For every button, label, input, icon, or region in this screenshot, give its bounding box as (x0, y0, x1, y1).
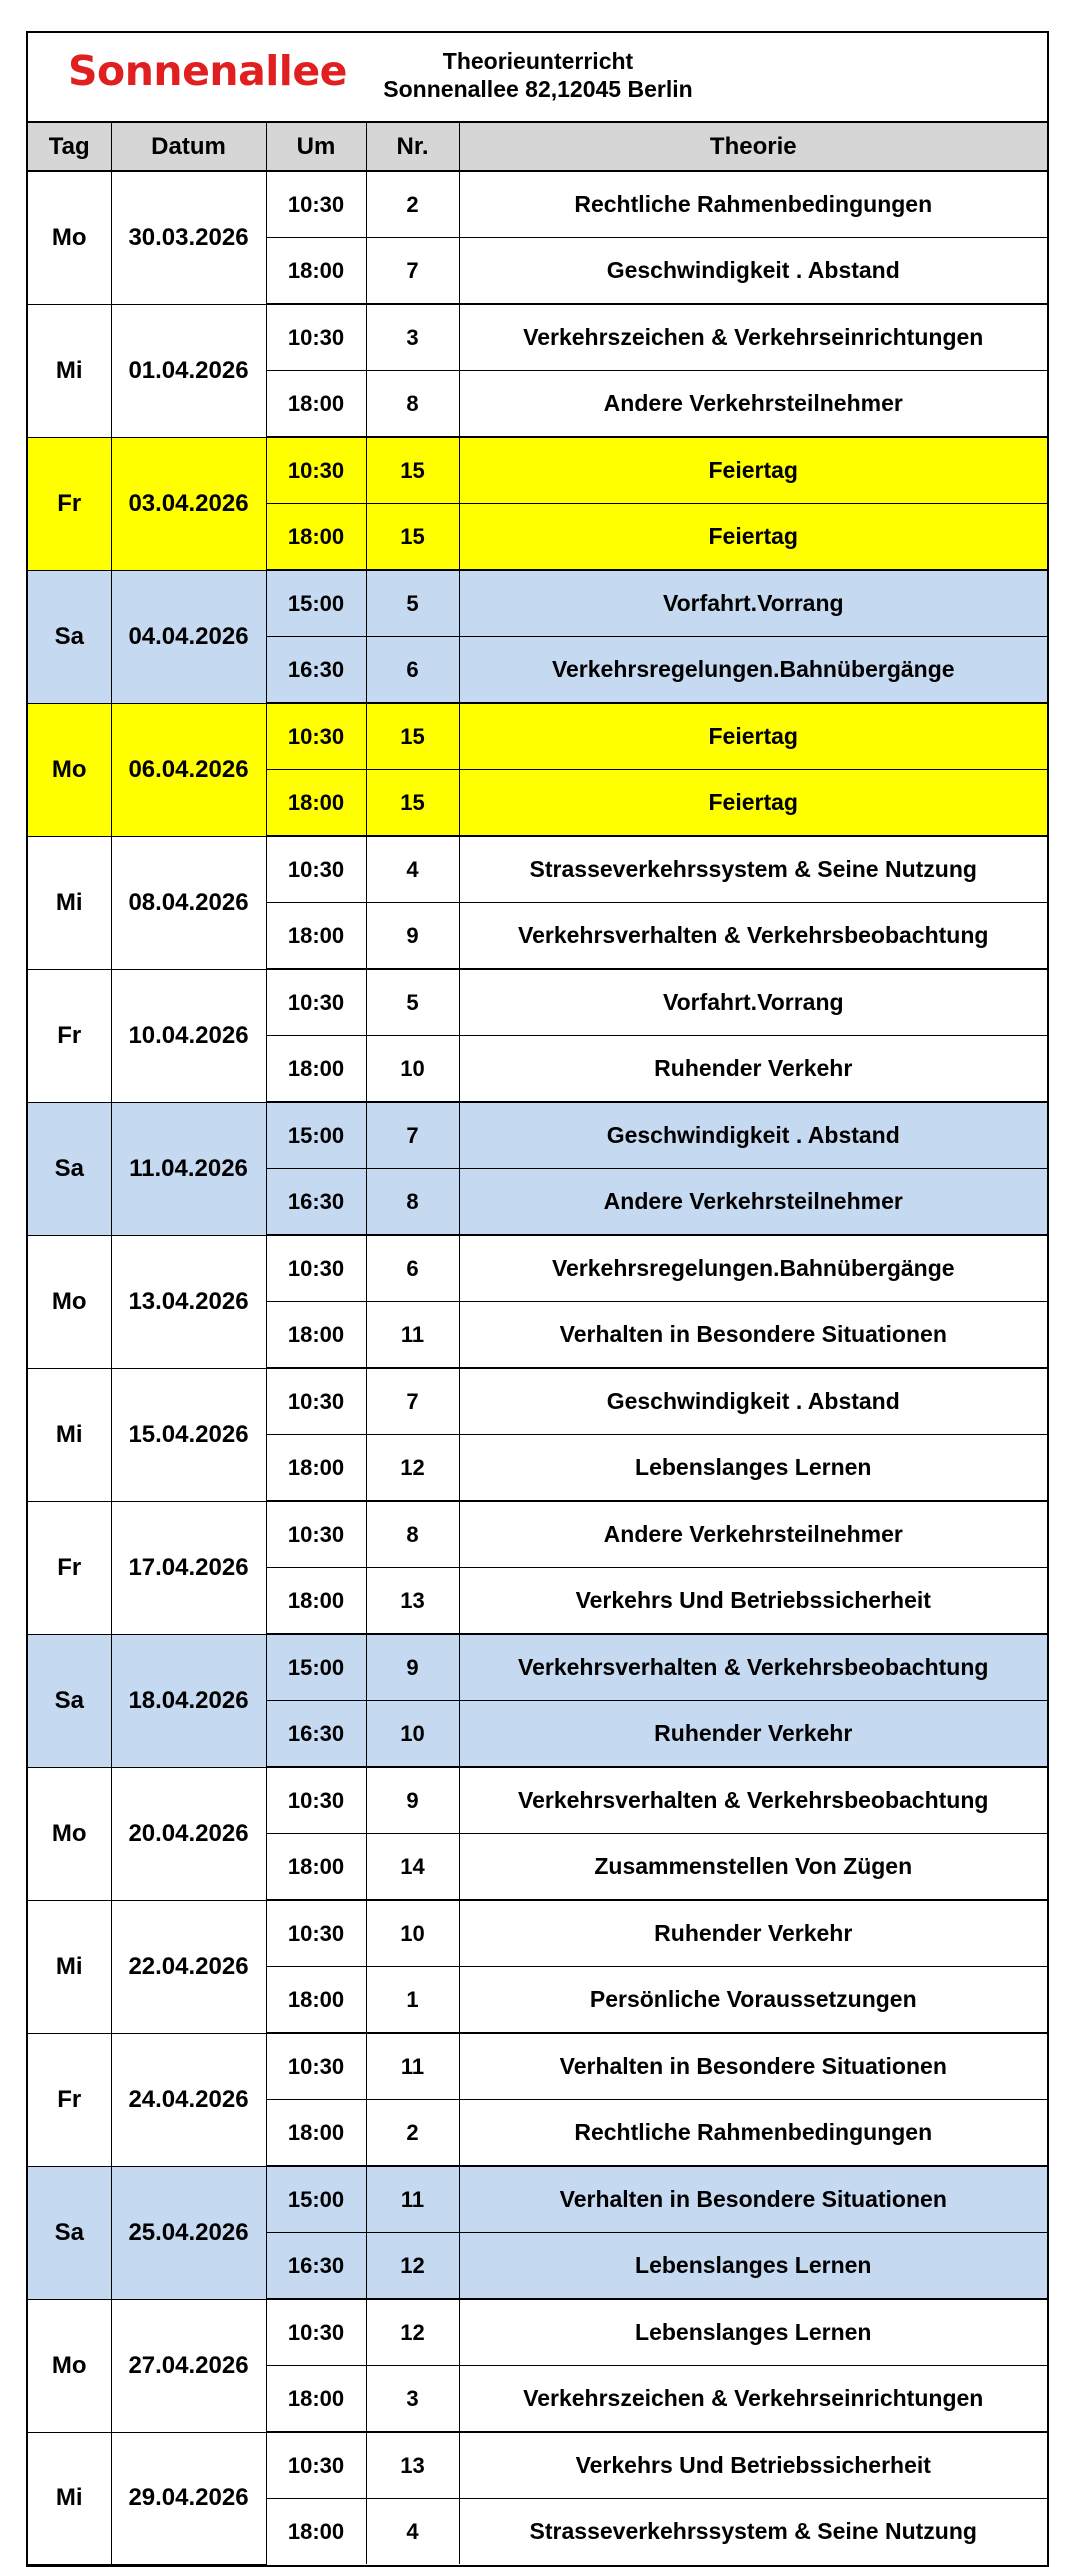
topic-cell: Zusammenstellen Von Zügen (459, 1834, 1047, 1901)
date-cell: 29.04.2026 (111, 2432, 266, 2564)
lesson-number-cell: 5 (366, 969, 459, 1036)
day-cell: Mo (28, 1767, 111, 1900)
lesson-number-cell: 12 (366, 2299, 459, 2366)
topic-cell: Verkehrsverhalten & Verkehrsbeobachtung (459, 1767, 1047, 1834)
table-row (28, 969, 1047, 1036)
date-cell: 08.04.2026 (111, 836, 266, 969)
time-cell: 16:30 (266, 1701, 366, 1768)
day-cell: Sa (28, 1634, 111, 1767)
day-cell: Mo (28, 2299, 111, 2432)
brand-logo: Sonnenallee (68, 47, 347, 95)
topic-cell: Ruhender Verkehr (459, 1701, 1047, 1768)
time-cell: 10:30 (266, 1767, 366, 1834)
lesson-number-cell: 9 (366, 1634, 459, 1701)
lesson-number-cell: 1 (366, 1967, 459, 2034)
day-cell: Mi (28, 1900, 111, 2033)
lesson-number-cell: 7 (366, 238, 459, 305)
lesson-number-cell: 2 (366, 2100, 459, 2167)
schedule-body (28, 171, 1047, 2564)
lesson-number-cell: 12 (366, 1435, 459, 1502)
time-cell: 10:30 (266, 2432, 366, 2499)
topic-cell: Feiertag (459, 770, 1047, 837)
topic-cell: Rechtliche Rahmenbedingungen (459, 2100, 1047, 2167)
day-cell: Mo (28, 1235, 111, 1368)
lesson-number-cell: 10 (366, 1036, 459, 1103)
time-cell: 10:30 (266, 836, 366, 903)
lesson-number-cell: 7 (366, 1368, 459, 1435)
schedule-sheet (26, 31, 1049, 2567)
page-title: Theorieunterricht (442, 48, 634, 74)
date-cell: 27.04.2026 (111, 2299, 266, 2432)
date-cell: 20.04.2026 (111, 1767, 266, 1900)
topic-cell: Rechtliche Rahmenbedingungen (459, 171, 1047, 238)
time-cell: 15:00 (266, 1102, 366, 1169)
topic-cell: Verkehrs Und Betriebssicherheit (459, 2432, 1047, 2499)
table-row (28, 2033, 1047, 2100)
lesson-number-cell: 5 (366, 570, 459, 637)
table-row (28, 1900, 1047, 1967)
date-cell: 15.04.2026 (111, 1368, 266, 1501)
time-cell: 18:00 (266, 371, 366, 438)
table-row (28, 1767, 1047, 1834)
date-cell: 25.04.2026 (111, 2166, 266, 2299)
date-cell: 01.04.2026 (111, 304, 266, 437)
table-row (28, 703, 1047, 770)
day-cell: Mo (28, 171, 111, 304)
time-cell: 18:00 (266, 2100, 366, 2167)
lesson-number-cell: 13 (366, 1568, 459, 1635)
table-row (28, 1501, 1047, 1568)
topic-cell: Ruhender Verkehr (459, 1900, 1047, 1967)
day-cell: Mo (28, 703, 111, 836)
day-cell: Mi (28, 2432, 111, 2564)
day-cell: Fr (28, 2033, 111, 2166)
date-cell: 24.04.2026 (111, 2033, 266, 2166)
time-cell: 18:00 (266, 504, 366, 571)
lesson-number-cell: 6 (366, 637, 459, 704)
time-cell: 16:30 (266, 1169, 366, 1236)
table-row (28, 2166, 1047, 2233)
time-cell: 10:30 (266, 437, 366, 504)
day-cell: Mi (28, 304, 111, 437)
column-header-um: Um (266, 123, 366, 171)
topic-cell: Verhalten in Besondere Situationen (459, 2033, 1047, 2100)
topic-cell: Ruhender Verkehr (459, 1036, 1047, 1103)
topic-cell: Verkehrsregelungen.Bahnübergänge (459, 637, 1047, 704)
schedule-table (28, 123, 1047, 2565)
lesson-number-cell: 11 (366, 2166, 459, 2233)
time-cell: 18:00 (266, 2366, 366, 2433)
time-cell: 10:30 (266, 171, 366, 238)
lesson-number-cell: 15 (366, 504, 459, 571)
date-cell: 18.04.2026 (111, 1634, 266, 1767)
time-cell: 18:00 (266, 238, 366, 305)
lesson-number-cell: 11 (366, 2033, 459, 2100)
date-cell: 13.04.2026 (111, 1235, 266, 1368)
lesson-number-cell: 7 (366, 1102, 459, 1169)
table-row (28, 171, 1047, 238)
time-cell: 10:30 (266, 2299, 366, 2366)
topic-cell: Verkehrsverhalten & Verkehrsbeobachtung (459, 1634, 1047, 1701)
date-cell: 10.04.2026 (111, 969, 266, 1102)
date-cell: 06.04.2026 (111, 703, 266, 836)
date-cell: 03.04.2026 (111, 437, 266, 570)
time-cell: 18:00 (266, 903, 366, 970)
lesson-number-cell: 4 (366, 2499, 459, 2565)
date-cell: 11.04.2026 (111, 1102, 266, 1235)
day-cell: Sa (28, 570, 111, 703)
topic-cell: Andere Verkehrsteilnehmer (459, 371, 1047, 438)
time-cell: 16:30 (266, 2233, 366, 2300)
topic-cell: Feiertag (459, 504, 1047, 571)
lesson-number-cell: 10 (366, 1900, 459, 1967)
lesson-number-cell: 10 (366, 1701, 459, 1768)
table-row (28, 304, 1047, 371)
time-cell: 10:30 (266, 304, 366, 371)
lesson-number-cell: 8 (366, 1501, 459, 1568)
time-cell: 10:30 (266, 969, 366, 1036)
day-cell: Sa (28, 2166, 111, 2299)
time-cell: 18:00 (266, 1967, 366, 2034)
topic-cell: Verkehrsregelungen.Bahnübergänge (459, 1235, 1047, 1302)
table-row (28, 2432, 1047, 2499)
topic-cell: Andere Verkehrsteilnehmer (459, 1169, 1047, 1236)
topic-cell: Geschwindigkeit . Abstand (459, 238, 1047, 305)
table-row (28, 437, 1047, 504)
lesson-number-cell: 12 (366, 2233, 459, 2300)
school-address: Sonnenallee 82,12045 Berlin (383, 76, 693, 102)
lesson-number-cell: 8 (366, 371, 459, 438)
topic-cell: Verkehrszeichen & Verkehrseinrichtungen (459, 2366, 1047, 2433)
lesson-number-cell: 15 (366, 437, 459, 504)
topic-cell: Lebenslanges Lernen (459, 1435, 1047, 1502)
time-cell: 10:30 (266, 2033, 366, 2100)
topic-cell: Vorfahrt.Vorrang (459, 969, 1047, 1036)
lesson-number-cell: 3 (366, 304, 459, 371)
topic-cell: Persönliche Voraussetzungen (459, 1967, 1047, 2034)
lesson-number-cell: 4 (366, 836, 459, 903)
time-cell: 10:30 (266, 1235, 366, 1302)
lesson-number-cell: 9 (366, 1767, 459, 1834)
lesson-number-cell: 2 (366, 171, 459, 238)
day-cell: Fr (28, 1501, 111, 1634)
day-cell: Fr (28, 437, 111, 570)
lesson-number-cell: 14 (366, 1834, 459, 1901)
topic-cell: Verkehrs Und Betriebssicherheit (459, 1568, 1047, 1635)
date-cell: 17.04.2026 (111, 1501, 266, 1634)
topic-cell: Verkehrszeichen & Verkehrseinrichtungen (459, 304, 1047, 371)
lesson-number-cell: 6 (366, 1235, 459, 1302)
topic-cell: Feiertag (459, 703, 1047, 770)
table-row (28, 2299, 1047, 2366)
day-cell: Mi (28, 1368, 111, 1501)
time-cell: 18:00 (266, 1435, 366, 1502)
title-block (348, 47, 728, 103)
topic-cell: Vorfahrt.Vorrang (459, 570, 1047, 637)
lesson-number-cell: 15 (366, 770, 459, 837)
table-row (28, 570, 1047, 637)
time-cell: 10:30 (266, 1368, 366, 1435)
topic-cell: Geschwindigkeit . Abstand (459, 1368, 1047, 1435)
topic-cell: Verkehrsverhalten & Verkehrsbeobachtung (459, 903, 1047, 970)
topic-cell: Feiertag (459, 437, 1047, 504)
time-cell: 15:00 (266, 570, 366, 637)
day-cell: Mi (28, 836, 111, 969)
lesson-number-cell: 9 (366, 903, 459, 970)
time-cell: 18:00 (266, 770, 366, 837)
day-cell: Fr (28, 969, 111, 1102)
table-row (28, 1235, 1047, 1302)
lesson-number-cell: 11 (366, 1302, 459, 1369)
time-cell: 18:00 (266, 1834, 366, 1901)
date-cell: 30.03.2026 (111, 171, 266, 304)
table-row (28, 836, 1047, 903)
topic-cell: Verhalten in Besondere Situationen (459, 2166, 1047, 2233)
column-header-theorie: Theorie (459, 123, 1047, 171)
table-row (28, 1634, 1047, 1701)
topic-cell: Strasseverkehrssystem & Seine Nutzung (459, 836, 1047, 903)
table-header-row (28, 123, 1047, 171)
column-header-datum: Datum (111, 123, 266, 171)
time-cell: 16:30 (266, 637, 366, 704)
time-cell: 10:30 (266, 1900, 366, 1967)
lesson-number-cell: 15 (366, 703, 459, 770)
time-cell: 10:30 (266, 1501, 366, 1568)
column-header-nr: Nr. (366, 123, 459, 171)
topic-cell: Lebenslanges Lernen (459, 2233, 1047, 2300)
date-cell: 22.04.2026 (111, 1900, 266, 2033)
topic-cell: Andere Verkehrsteilnehmer (459, 1501, 1047, 1568)
time-cell: 18:00 (266, 1036, 366, 1103)
column-header-tag: Tag (28, 123, 111, 171)
time-cell: 15:00 (266, 2166, 366, 2233)
lesson-number-cell: 8 (366, 1169, 459, 1236)
topic-cell: Geschwindigkeit . Abstand (459, 1102, 1047, 1169)
lesson-number-cell: 3 (366, 2366, 459, 2433)
time-cell: 18:00 (266, 2499, 366, 2565)
date-cell: 04.04.2026 (111, 570, 266, 703)
table-row (28, 1102, 1047, 1169)
time-cell: 10:30 (266, 703, 366, 770)
time-cell: 15:00 (266, 1634, 366, 1701)
time-cell: 18:00 (266, 1568, 366, 1635)
topic-cell: Verhalten in Besondere Situationen (459, 1302, 1047, 1369)
sheet-header (28, 33, 1047, 123)
time-cell: 18:00 (266, 1302, 366, 1369)
lesson-number-cell: 13 (366, 2432, 459, 2499)
topic-cell: Strasseverkehrssystem & Seine Nutzung (459, 2499, 1047, 2565)
day-cell: Sa (28, 1102, 111, 1235)
topic-cell: Lebenslanges Lernen (459, 2299, 1047, 2366)
table-row (28, 1368, 1047, 1435)
